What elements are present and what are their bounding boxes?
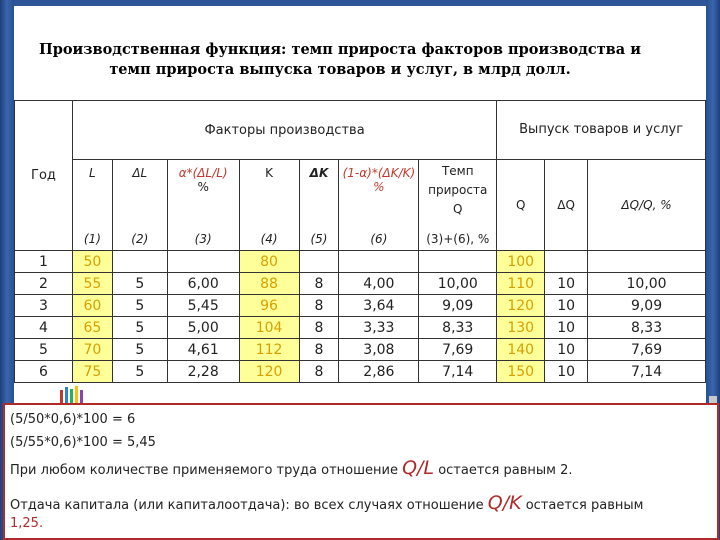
cell-K: 112 xyxy=(239,339,299,361)
cell-dK: 8 xyxy=(299,295,339,317)
header-dK: ΔK (5) xyxy=(299,160,339,251)
cell-K: 80 xyxy=(239,251,299,273)
cell-dL: 5 xyxy=(112,339,167,361)
cell-Q: 120 xyxy=(497,295,545,317)
ratio-q-k: Q/K xyxy=(487,492,522,514)
cell-one-minus-alpha: 3,64 xyxy=(339,295,419,317)
production-table xyxy=(14,100,706,383)
note-line-3: При любом количестве применяемого труда отношение Q/L остается равным 2. xyxy=(10,457,573,479)
header-factors: Факторы производства xyxy=(72,101,496,160)
cell-one-minus-alpha: 2,86 xyxy=(339,361,419,383)
cell-alpha: 5,45 xyxy=(167,295,239,317)
table-row xyxy=(15,251,706,273)
cell-dK: 8 xyxy=(299,317,339,339)
cell-alpha: 6,00 xyxy=(167,273,239,295)
header-growth: Темп прироста Q (3)+(6), % xyxy=(419,160,497,251)
cell-dQ xyxy=(545,251,588,273)
cell-K: 104 xyxy=(239,317,299,339)
cell-year: 2 xyxy=(15,273,73,295)
cell-L: 60 xyxy=(72,295,112,317)
cell-growth: 10,00 xyxy=(419,273,497,295)
cell-L: 75 xyxy=(72,361,112,383)
table-body xyxy=(15,251,706,383)
cell-Q: 110 xyxy=(497,273,545,295)
cell-dL: 5 xyxy=(112,273,167,295)
cell-year: 1 xyxy=(15,251,73,273)
cell-Q: 150 xyxy=(497,361,545,383)
cell-dQQ: 7,14 xyxy=(588,361,706,383)
header-K: K (4) xyxy=(239,160,299,251)
cell-K: 120 xyxy=(239,361,299,383)
cell-Q: 140 xyxy=(497,339,545,361)
header-dQ: ΔQ xyxy=(545,160,588,251)
cell-Q: 100 xyxy=(497,251,545,273)
cell-dK xyxy=(299,251,339,273)
cell-K: 96 xyxy=(239,295,299,317)
cell-Q: 130 xyxy=(497,317,545,339)
cell-one-minus-alpha xyxy=(339,251,419,273)
cell-dQ: 10 xyxy=(545,317,588,339)
header-alpha: α*(ΔL/L) % (3) xyxy=(167,160,239,251)
cell-dL: 5 xyxy=(112,361,167,383)
cell-dQQ xyxy=(588,251,706,273)
header-year: Год xyxy=(15,101,73,251)
cell-dQ: 10 xyxy=(545,339,588,361)
table-row xyxy=(15,317,706,339)
cell-L: 50 xyxy=(72,251,112,273)
ratio-q-l: Q/L xyxy=(402,457,435,479)
cell-alpha: 4,61 xyxy=(167,339,239,361)
cell-dQQ: 10,00 xyxy=(588,273,706,295)
cell-year: 3 xyxy=(15,295,73,317)
cell-year: 4 xyxy=(15,317,73,339)
cell-dL: 5 xyxy=(112,317,167,339)
notes-box xyxy=(3,403,719,540)
cell-dQQ: 7,69 xyxy=(588,339,706,361)
cell-dK: 8 xyxy=(299,361,339,383)
cell-L: 65 xyxy=(72,317,112,339)
note-line-1: (5/50*0,6)*100 = 6 xyxy=(10,412,136,427)
note-line-5: 1,25. xyxy=(10,516,44,531)
note-line-4: Отдача капитала (или капиталоотдача): во всех случаях отношение Q/K остается равным xyxy=(10,492,644,514)
cell-L: 55 xyxy=(72,273,112,295)
cell-year: 6 xyxy=(15,361,73,383)
cell-growth: 8,33 xyxy=(419,317,497,339)
cell-one-minus-alpha: 4,00 xyxy=(339,273,419,295)
cell-dQQ: 9,09 xyxy=(588,295,706,317)
cell-one-minus-alpha: 3,08 xyxy=(339,339,419,361)
cell-L: 70 xyxy=(72,339,112,361)
cell-dQ: 10 xyxy=(545,273,588,295)
cell-dL xyxy=(112,251,167,273)
table-row xyxy=(15,273,706,295)
cell-dK: 8 xyxy=(299,273,339,295)
cell-growth xyxy=(419,251,497,273)
note-line-2: (5/55*0,6)*100 = 5,45 xyxy=(10,435,156,450)
header-dL: ΔL (2) xyxy=(112,160,167,251)
header-dQQ: ΔQ/Q, % xyxy=(588,160,706,251)
table-row xyxy=(15,339,706,361)
cell-dK: 8 xyxy=(299,339,339,361)
table-row xyxy=(15,361,706,383)
cell-alpha: 2,28 xyxy=(167,361,239,383)
cell-alpha: 5,00 xyxy=(167,317,239,339)
cell-alpha xyxy=(167,251,239,273)
header-output: Выпуск товаров и услуг xyxy=(497,101,706,160)
header-row-1 xyxy=(15,101,706,160)
header-one-minus-alpha: (1-α)*(ΔK/K) % (6) xyxy=(339,160,419,251)
header-L: L (1) xyxy=(72,160,112,251)
cell-one-minus-alpha: 3,33 xyxy=(339,317,419,339)
cell-dL: 5 xyxy=(112,295,167,317)
table-row xyxy=(15,295,706,317)
cell-K: 88 xyxy=(239,273,299,295)
header-row-2 xyxy=(15,160,706,251)
page-title: Производственная функция: темп прироста факторов производства и темп прироста выпуска товаров и услуг, в млрд долл. xyxy=(39,41,641,78)
header-Q: Q xyxy=(497,160,545,251)
cell-growth: 7,14 xyxy=(419,361,497,383)
cell-dQ: 10 xyxy=(545,361,588,383)
cell-dQQ: 8,33 xyxy=(588,317,706,339)
cell-growth: 9,09 xyxy=(419,295,497,317)
cell-dQ: 10 xyxy=(545,295,588,317)
cell-year: 5 xyxy=(15,339,73,361)
cell-growth: 7,69 xyxy=(419,339,497,361)
